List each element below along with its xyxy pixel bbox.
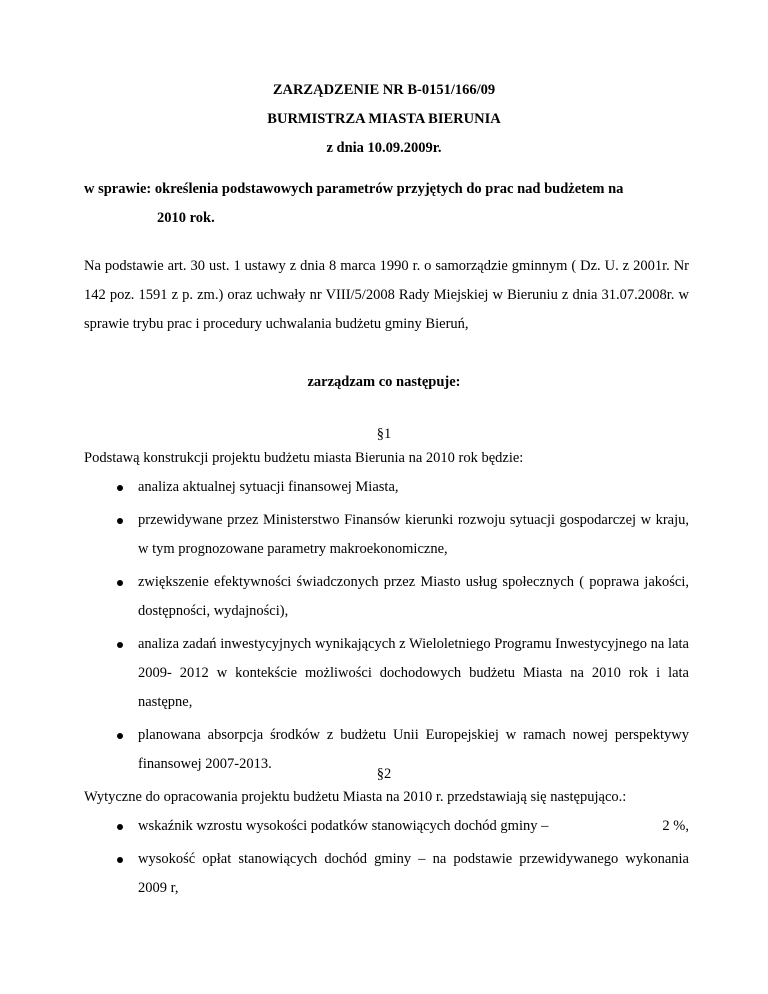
bullet-icon — [117, 642, 123, 648]
bullet-icon — [117, 580, 123, 586]
indicator-value: 2 %, — [662, 818, 689, 834]
list-item — [84, 812, 689, 841]
list-item — [84, 506, 689, 564]
section-2-intro: Wytyczne do opracowania projektu budżetu Miasta na 2010 r. przedstawiają się następująco.: — [84, 789, 627, 805]
section-2-mark: §2 — [376, 766, 392, 782]
list-item-text: planowana absorpcja środków z budżetu Unii Europejskiej w ramach nowej perspektywy finansowej 2007-2013. — [138, 727, 689, 772]
section-2-list — [84, 812, 689, 907]
bullet-icon — [117, 518, 123, 524]
legal-basis-paragraph: Na podstawie art. 30 ust. 1 ustawy z dnia 8 marca 1990 r. o samorządzie gminnym ( Dz. U. z 2001r. Nr 142 poz. 1591 z p. zm.) oraz uchwały nr VIII/5/2008 Rady Miejskiej w Bieruniu z dnia 31.07.2008r. w sprawie trybu prac i procedury uchwalania budżetu gminy Bieruń, — [84, 258, 689, 332]
bullet-icon — [117, 485, 123, 491]
bullet-icon — [117, 824, 123, 830]
list-item — [84, 568, 689, 626]
bullet-icon — [117, 733, 123, 739]
subject-line-1 — [84, 181, 689, 198]
document-issuer: BURMISTRZA MIASTA BIERUNIA — [267, 111, 501, 127]
subject-text-1: w sprawie: określenia podstawowych parametrów przyjętych do prac nad budżetem na — [84, 181, 624, 197]
subject-line-2: 2010 rok. — [157, 210, 215, 226]
list-item — [84, 630, 689, 717]
section-1-list — [84, 473, 689, 783]
indicator-row — [138, 812, 689, 841]
section-1-intro: Podstawą konstrukcji projektu budżetu miasta Bierunia na 2010 rok będzie: — [84, 450, 524, 466]
list-item — [84, 845, 689, 903]
list-item-text: zwiększenie efektywności świadczonych przez Miasto usług społecznych ( poprawa jakości, dostępności, wydajności), — [138, 574, 689, 619]
list-item-text: analiza aktualnej sytuacji finansowej Miasta, — [138, 479, 399, 495]
list-item — [84, 473, 689, 502]
list-item-text: wysokość opłat stanowiących dochód gminy – na podstawie przewidywanego wykonania 2009 r, — [138, 851, 689, 896]
bullet-icon — [117, 857, 123, 863]
document-date: z dnia 10.09.2009r. — [326, 140, 442, 156]
document-title: ZARZĄDZENIE NR B-0151/166/09 — [272, 82, 496, 98]
section-1-mark: §1 — [376, 426, 392, 442]
indicator-label: wskaźnik wzrostu wysokości podatków stanowiących dochód gminy – — [138, 818, 549, 834]
list-item-text: przewidywane przez Ministerstwo Finansów kierunki rozwoju sytuacji gospodarczej w kraju, w tym prognozowane parametry makroekonomiczne, — [138, 512, 689, 557]
decree-statement: zarządzam co następuje: — [307, 374, 461, 390]
list-item-text: analiza zadań inwestycyjnych wynikających z Wieloletniego Programu Inwestycyjnego na lata 2009- 2012 w kontekście możliwości dochodowych budżetu Miasta na 2010 rok i lata następne, — [138, 636, 689, 710]
